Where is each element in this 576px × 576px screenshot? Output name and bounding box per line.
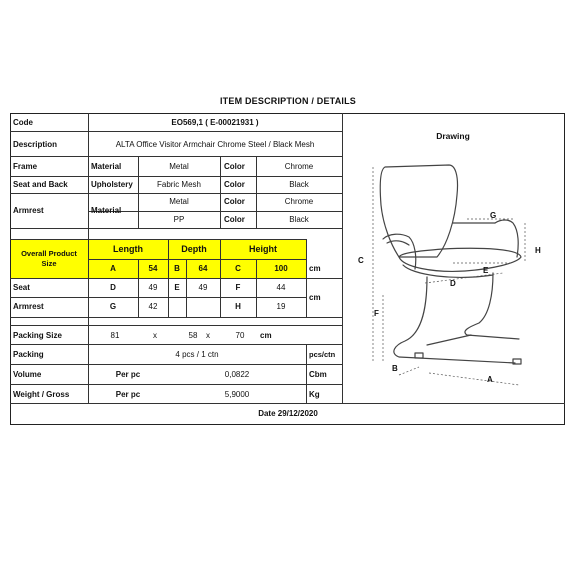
packing-size-width: 58 xyxy=(188,331,198,340)
length-header: Length xyxy=(113,244,143,254)
volume-per: Per pc xyxy=(115,370,141,379)
drawing-dim-b: B xyxy=(392,364,398,373)
armrest-color-2: Black xyxy=(289,215,309,224)
drawing-dim-h: H xyxy=(535,246,541,255)
dim-b-label: B xyxy=(174,264,180,273)
armrest-material-label: Material xyxy=(91,206,122,215)
packing-label: Packing xyxy=(13,350,44,359)
armrest-material-1: Metal xyxy=(169,197,189,206)
dim-g-value: 42 xyxy=(148,302,158,311)
drawing-dim-f: F xyxy=(374,309,379,318)
volume-value: 0,0822 xyxy=(224,370,250,379)
seat-back-color-label: Color xyxy=(224,180,245,189)
drawing-dim-d: D xyxy=(450,279,456,288)
packing-unit: pcs/ctn xyxy=(309,350,336,359)
frame-material: Metal xyxy=(169,162,189,171)
packing-size-length: 81 xyxy=(110,331,120,340)
frame-label: Frame xyxy=(13,162,38,171)
drawing-dim-e: E xyxy=(483,266,489,275)
depth-header: Depth xyxy=(181,244,207,254)
packing-size-unit: cm xyxy=(260,331,272,340)
volume-unit: Cbm xyxy=(309,370,327,379)
dim-d-label: D xyxy=(110,283,116,292)
dim-c-label: C xyxy=(235,264,241,273)
dim-b-value: 64 xyxy=(198,264,208,273)
weight-label: Weight / Gross xyxy=(13,390,70,399)
dim-c-value: 100 xyxy=(274,264,288,273)
volume-label: Volume xyxy=(13,370,42,379)
dim-h-label: H xyxy=(235,302,241,311)
armrest-label: Armrest xyxy=(13,302,44,311)
packing-size-x1: x xyxy=(153,331,157,340)
packing-size-height: 70 xyxy=(235,331,245,340)
drawing-title: Drawing xyxy=(436,131,470,141)
chair-drawing xyxy=(343,145,564,400)
code-value: EO569,1 ( E-00021931 ) xyxy=(171,118,259,127)
overall-size-label-2: Size xyxy=(41,259,57,268)
drawing-dim-g: G xyxy=(490,211,497,220)
seat-armrest-unit: cm xyxy=(309,293,321,302)
weight-unit: Kg xyxy=(309,390,320,399)
armrest-material-row-label: Armrest xyxy=(13,206,44,215)
description-value: ALTA Office Visitor Armchair Chrome Steel / Black Mesh xyxy=(115,140,315,149)
height-header: Height xyxy=(249,244,277,254)
description-label: Description xyxy=(13,140,58,149)
dim-a-value: 54 xyxy=(148,264,158,273)
packing-size-x2: x xyxy=(206,331,210,340)
dim-d-value: 49 xyxy=(148,283,158,292)
drawing-dim-c: C xyxy=(358,256,364,265)
frame-material-label: Material xyxy=(91,162,122,171)
frame-color: Chrome xyxy=(284,162,314,171)
packing-size-label: Packing Size xyxy=(13,331,62,340)
dim-g-label: G xyxy=(109,302,117,311)
dim-e-label: E xyxy=(174,283,180,292)
seat-back-material: Fabric Mesh xyxy=(156,180,201,189)
seat-back-label: Seat and Back xyxy=(13,180,68,189)
armrest-color-label-1: Color xyxy=(224,197,245,206)
weight-per: Per pc xyxy=(115,390,141,399)
dim-a-label: A xyxy=(110,264,116,273)
seat-label: Seat xyxy=(13,283,30,292)
packing-value: 4 pcs / 1 ctn xyxy=(175,350,219,359)
dim-e-value: 49 xyxy=(198,283,208,292)
frame-color-label: Color xyxy=(224,162,245,171)
document-title: ITEM DESCRIPTION / DETAILS xyxy=(219,96,357,106)
overall-size-label-1: Overall Product xyxy=(21,249,77,258)
weight-value: 5,9000 xyxy=(224,390,250,399)
code-label: Code xyxy=(13,118,33,127)
document-date: Date 29/12/2020 xyxy=(258,409,318,418)
drawing-dim-a: A xyxy=(487,375,493,384)
armrest-color-label-2: Color xyxy=(224,215,245,224)
dim-f-value: 44 xyxy=(276,283,286,292)
seat-back-color: Black xyxy=(289,180,309,189)
armrest-color-1: Chrome xyxy=(284,197,314,206)
dim-h-value: 19 xyxy=(276,302,286,311)
overall-unit: cm xyxy=(309,264,321,273)
armrest-material-2: PP xyxy=(173,215,185,224)
seat-back-material-label: Upholstery xyxy=(91,180,133,189)
dim-f-label: F xyxy=(235,283,241,292)
